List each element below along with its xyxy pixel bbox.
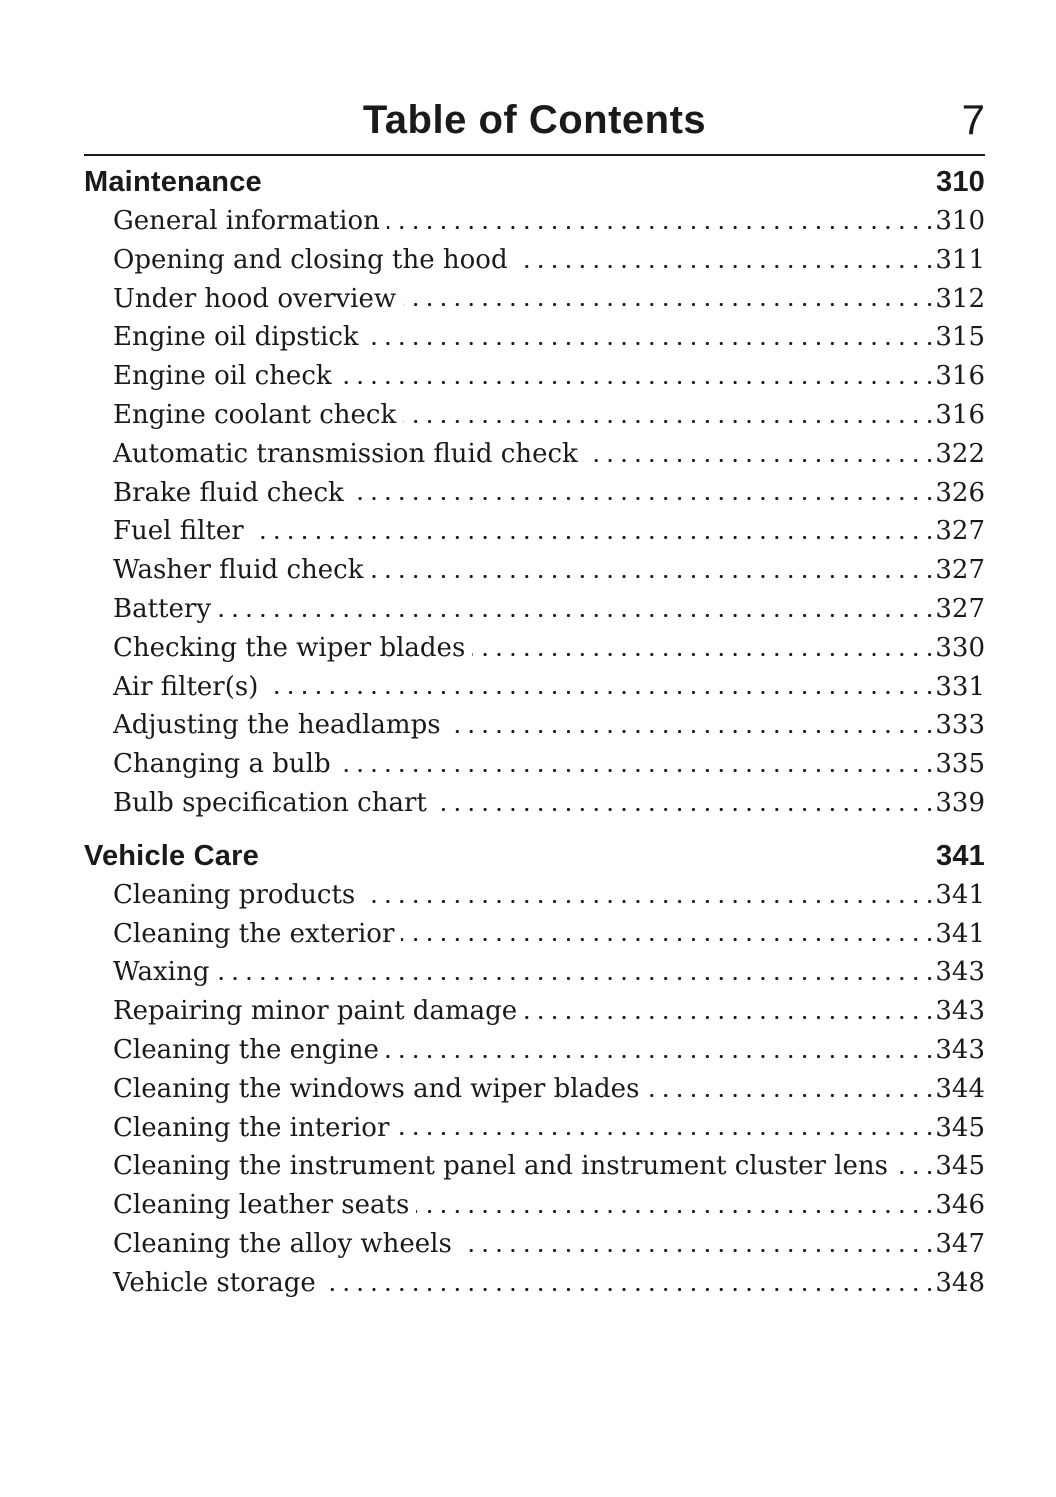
entry-page-number: 346	[933, 1186, 985, 1225]
entry-label: Fuel filter	[113, 512, 251, 551]
entry-label: Waxing	[113, 953, 216, 992]
entry-label: Cleaning the interior	[113, 1109, 396, 1148]
entry-page-number: 341	[933, 876, 985, 915]
entry-label: Adjusting the headlamps	[113, 706, 448, 745]
entry-label: Cleaning leather seats	[113, 1186, 416, 1225]
entry-page-number: 341	[933, 915, 985, 954]
section-page: 310	[936, 166, 985, 198]
entry-page-number: 344	[933, 1070, 985, 1109]
entry-page-number: 316	[933, 357, 985, 396]
entry-label: Brake fluid check	[113, 474, 351, 513]
toc-entry	[113, 1070, 985, 1109]
toc-entry	[113, 202, 985, 241]
entry-label: Engine coolant check	[113, 396, 403, 435]
toc-entry	[113, 629, 985, 668]
toc-entry	[113, 396, 985, 435]
section-heading	[84, 837, 985, 876]
toc-entry	[113, 992, 985, 1031]
section-entries	[84, 876, 985, 1303]
entry-label: Cleaning products	[113, 876, 362, 915]
toc-section	[84, 837, 985, 1303]
entry-label: Automatic transmission fluid check	[113, 435, 585, 474]
toc-entry	[113, 1147, 985, 1186]
entry-label: General information	[113, 202, 387, 241]
entry-page-number: 343	[933, 1031, 985, 1070]
toc-entry	[113, 318, 985, 357]
toc-sections	[84, 163, 985, 1303]
entry-label: Washer fluid check	[113, 551, 370, 590]
toc-entry	[113, 590, 985, 629]
entry-label: Checking the wiper blades	[113, 629, 472, 668]
page-title: Table of Contents	[362, 98, 707, 142]
entry-page-number: 312	[933, 280, 985, 319]
entry-page-number: 345	[933, 1147, 985, 1186]
toc-entry	[113, 1186, 985, 1225]
entry-page-number: 327	[933, 590, 985, 629]
header-divider	[84, 154, 985, 156]
entry-label: Cleaning the engine	[113, 1031, 386, 1070]
entry-label: Under hood overview	[113, 280, 403, 319]
section-entries	[84, 202, 985, 823]
toc-entry	[113, 280, 985, 319]
toc-entry	[113, 551, 985, 590]
entry-label: Engine oil check	[113, 357, 339, 396]
entry-page-number: 330	[933, 629, 985, 668]
toc-entry	[113, 512, 985, 551]
entry-page-number: 343	[933, 992, 985, 1031]
toc-entry	[113, 241, 985, 280]
entry-page-number: 326	[933, 474, 985, 513]
current-page-number: 7	[961, 96, 985, 143]
entry-page-number: 335	[933, 745, 985, 784]
toc-entry	[113, 357, 985, 396]
toc-entry	[113, 1031, 985, 1070]
entry-label: Air filter(s)	[113, 668, 265, 707]
entry-label: Bulb specification chart	[113, 784, 434, 823]
section-heading	[84, 163, 985, 202]
entry-page-number: 339	[933, 784, 985, 823]
section-title: Maintenance	[84, 166, 262, 198]
toc-entry	[113, 1109, 985, 1148]
toc-entry	[113, 745, 985, 784]
entry-page-number: 333	[933, 706, 985, 745]
toc-entry	[113, 1264, 985, 1303]
toc-entry	[113, 1225, 985, 1264]
entry-page-number: 322	[933, 435, 985, 474]
toc-entry	[113, 876, 985, 915]
entry-label: Cleaning the exterior	[113, 915, 401, 954]
section-title: Vehicle Care	[84, 839, 259, 872]
entry-page-number: 331	[933, 668, 985, 707]
toc-entry	[113, 784, 985, 823]
toc-header	[84, 0, 985, 156]
entry-page-number: 315	[933, 318, 985, 357]
toc-entry	[113, 668, 985, 707]
toc-section	[84, 163, 985, 823]
entry-label: Opening and closing the hood	[113, 241, 515, 280]
entry-label: Vehicle storage	[113, 1264, 323, 1303]
entry-page-number: 347	[933, 1225, 985, 1264]
toc-entry	[113, 915, 985, 954]
toc-entry	[113, 435, 985, 474]
entry-page-number: 327	[933, 512, 985, 551]
entry-page-number: 310	[933, 202, 985, 241]
entry-label: Changing a bulb	[113, 745, 338, 784]
entry-page-number: 316	[933, 396, 985, 435]
entry-label: Engine oil dipstick	[113, 318, 366, 357]
entry-page-number: 348	[933, 1264, 985, 1303]
entry-page-number: 345	[933, 1109, 985, 1148]
toc-entry	[113, 474, 985, 513]
entry-label: Repairing minor paint damage	[113, 992, 524, 1031]
entry-page-number: 327	[933, 551, 985, 590]
entry-label: Battery	[113, 590, 218, 629]
entry-page-number: 311	[933, 241, 985, 280]
section-page: 341	[936, 839, 985, 872]
entry-label: Cleaning the alloy wheels	[113, 1225, 459, 1264]
toc-entry	[113, 953, 985, 992]
entry-label: Cleaning the instrument panel and instrument cluster lens	[113, 1147, 895, 1186]
entry-label: Cleaning the windows and wiper blades	[113, 1070, 646, 1109]
toc-entry	[113, 706, 985, 745]
entry-page-number: 343	[933, 953, 985, 992]
